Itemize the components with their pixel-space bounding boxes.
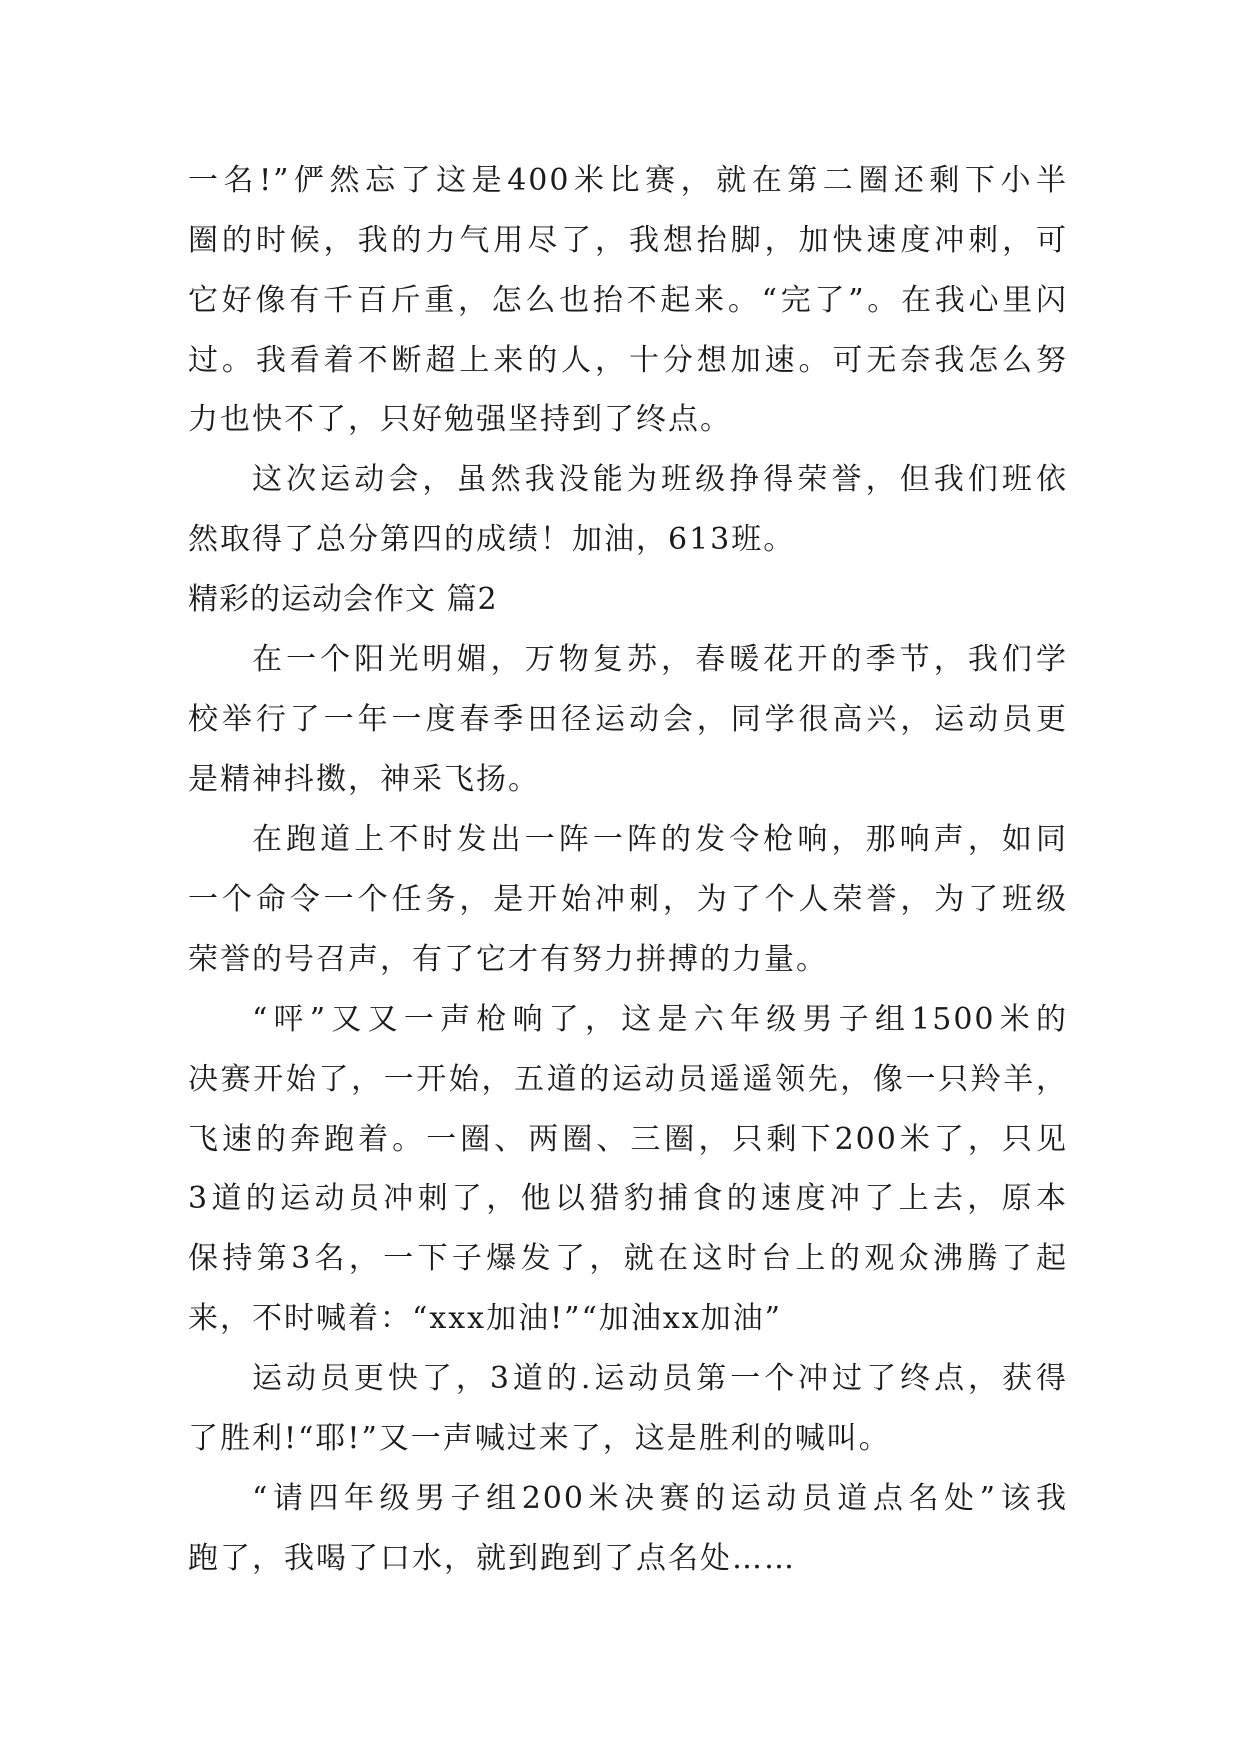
paragraph-line: 荣誉的号召声，有了它才有努力拼搏的力量。 bbox=[188, 942, 828, 977]
paragraph-line: 一名!”俨然忘了这是400米比赛，就在第二圈还剩下小半 bbox=[188, 163, 1068, 198]
paragraph-line: 过。我看着不断超上来的人，十分想加速。可无奈我怎么努 bbox=[188, 343, 1068, 378]
paragraph-line: 在一个阳光明媚，万物复苏，春暖花开的季节，我们学 bbox=[252, 642, 1068, 677]
paragraph-line: 圈的时候，我的力气用尽了，我想抬脚，加快速度冲刺，可 bbox=[188, 223, 1068, 258]
paragraph-line: 它好像有千百斤重，怎么也抬不起来。“完了”。在我心里闪 bbox=[188, 283, 1068, 318]
paragraph-line: “请四年级男子组200米决赛的运动员道点名处”该我 bbox=[252, 1481, 1068, 1516]
section-heading: 精彩的运动会作文 篇2 bbox=[188, 582, 498, 617]
paragraph-line: 跑了，我喝了口水，就到跑到了点名处…… bbox=[188, 1541, 796, 1576]
paragraph-line: 保持第3名，一下子爆发了，就在这时台上的观众沸腾了起 bbox=[188, 1241, 1068, 1276]
paragraph-line: “呯”又又一声枪响了，这是六年级男子组1500米的 bbox=[252, 1002, 1068, 1037]
paragraph-line: 3道的运动员冲刺了，他以猎豹捕食的速度冲了上去，原本 bbox=[188, 1181, 1068, 1216]
paragraph-line: 一个命令一个任务，是开始冲刺，为了个人荣誉，为了班级 bbox=[188, 882, 1068, 917]
paragraph-line: 校举行了一年一度春季田径运动会，同学很高兴，运动员更 bbox=[188, 702, 1068, 737]
paragraph-line: 力也快不了，只好勉强坚持到了终点。 bbox=[188, 402, 732, 437]
paragraph-line: 是精神抖擞，神采飞扬。 bbox=[188, 762, 540, 797]
paragraph-line: 在跑道上不时发出一阵一阵的发令枪响，那响声，如同 bbox=[252, 822, 1068, 857]
paragraph-line: 然取得了总分第四的成绩！加油，613班。 bbox=[188, 522, 796, 557]
paragraph-line: 来，不时喊着：“xxx加油!”“加油xx加油” bbox=[188, 1301, 782, 1336]
paragraph-line: 运动员更快了，3道的.运动员第一个冲过了终点，获得 bbox=[252, 1361, 1068, 1396]
paragraph-line: 了胜利!“耶!”又一声喊过来了，这是胜利的喊叫。 bbox=[188, 1421, 891, 1456]
paragraph-line: 决赛开始了，一开始，五道的运动员遥遥领先，像一只羚羊， bbox=[188, 1062, 1068, 1097]
paragraph-line: 飞速的奔跑着。一圈、两圈、三圈，只剩下200米了，只见 bbox=[188, 1122, 1068, 1157]
paragraph-line: 这次运动会，虽然我没能为班级挣得荣誉，但我们班依 bbox=[252, 462, 1068, 497]
